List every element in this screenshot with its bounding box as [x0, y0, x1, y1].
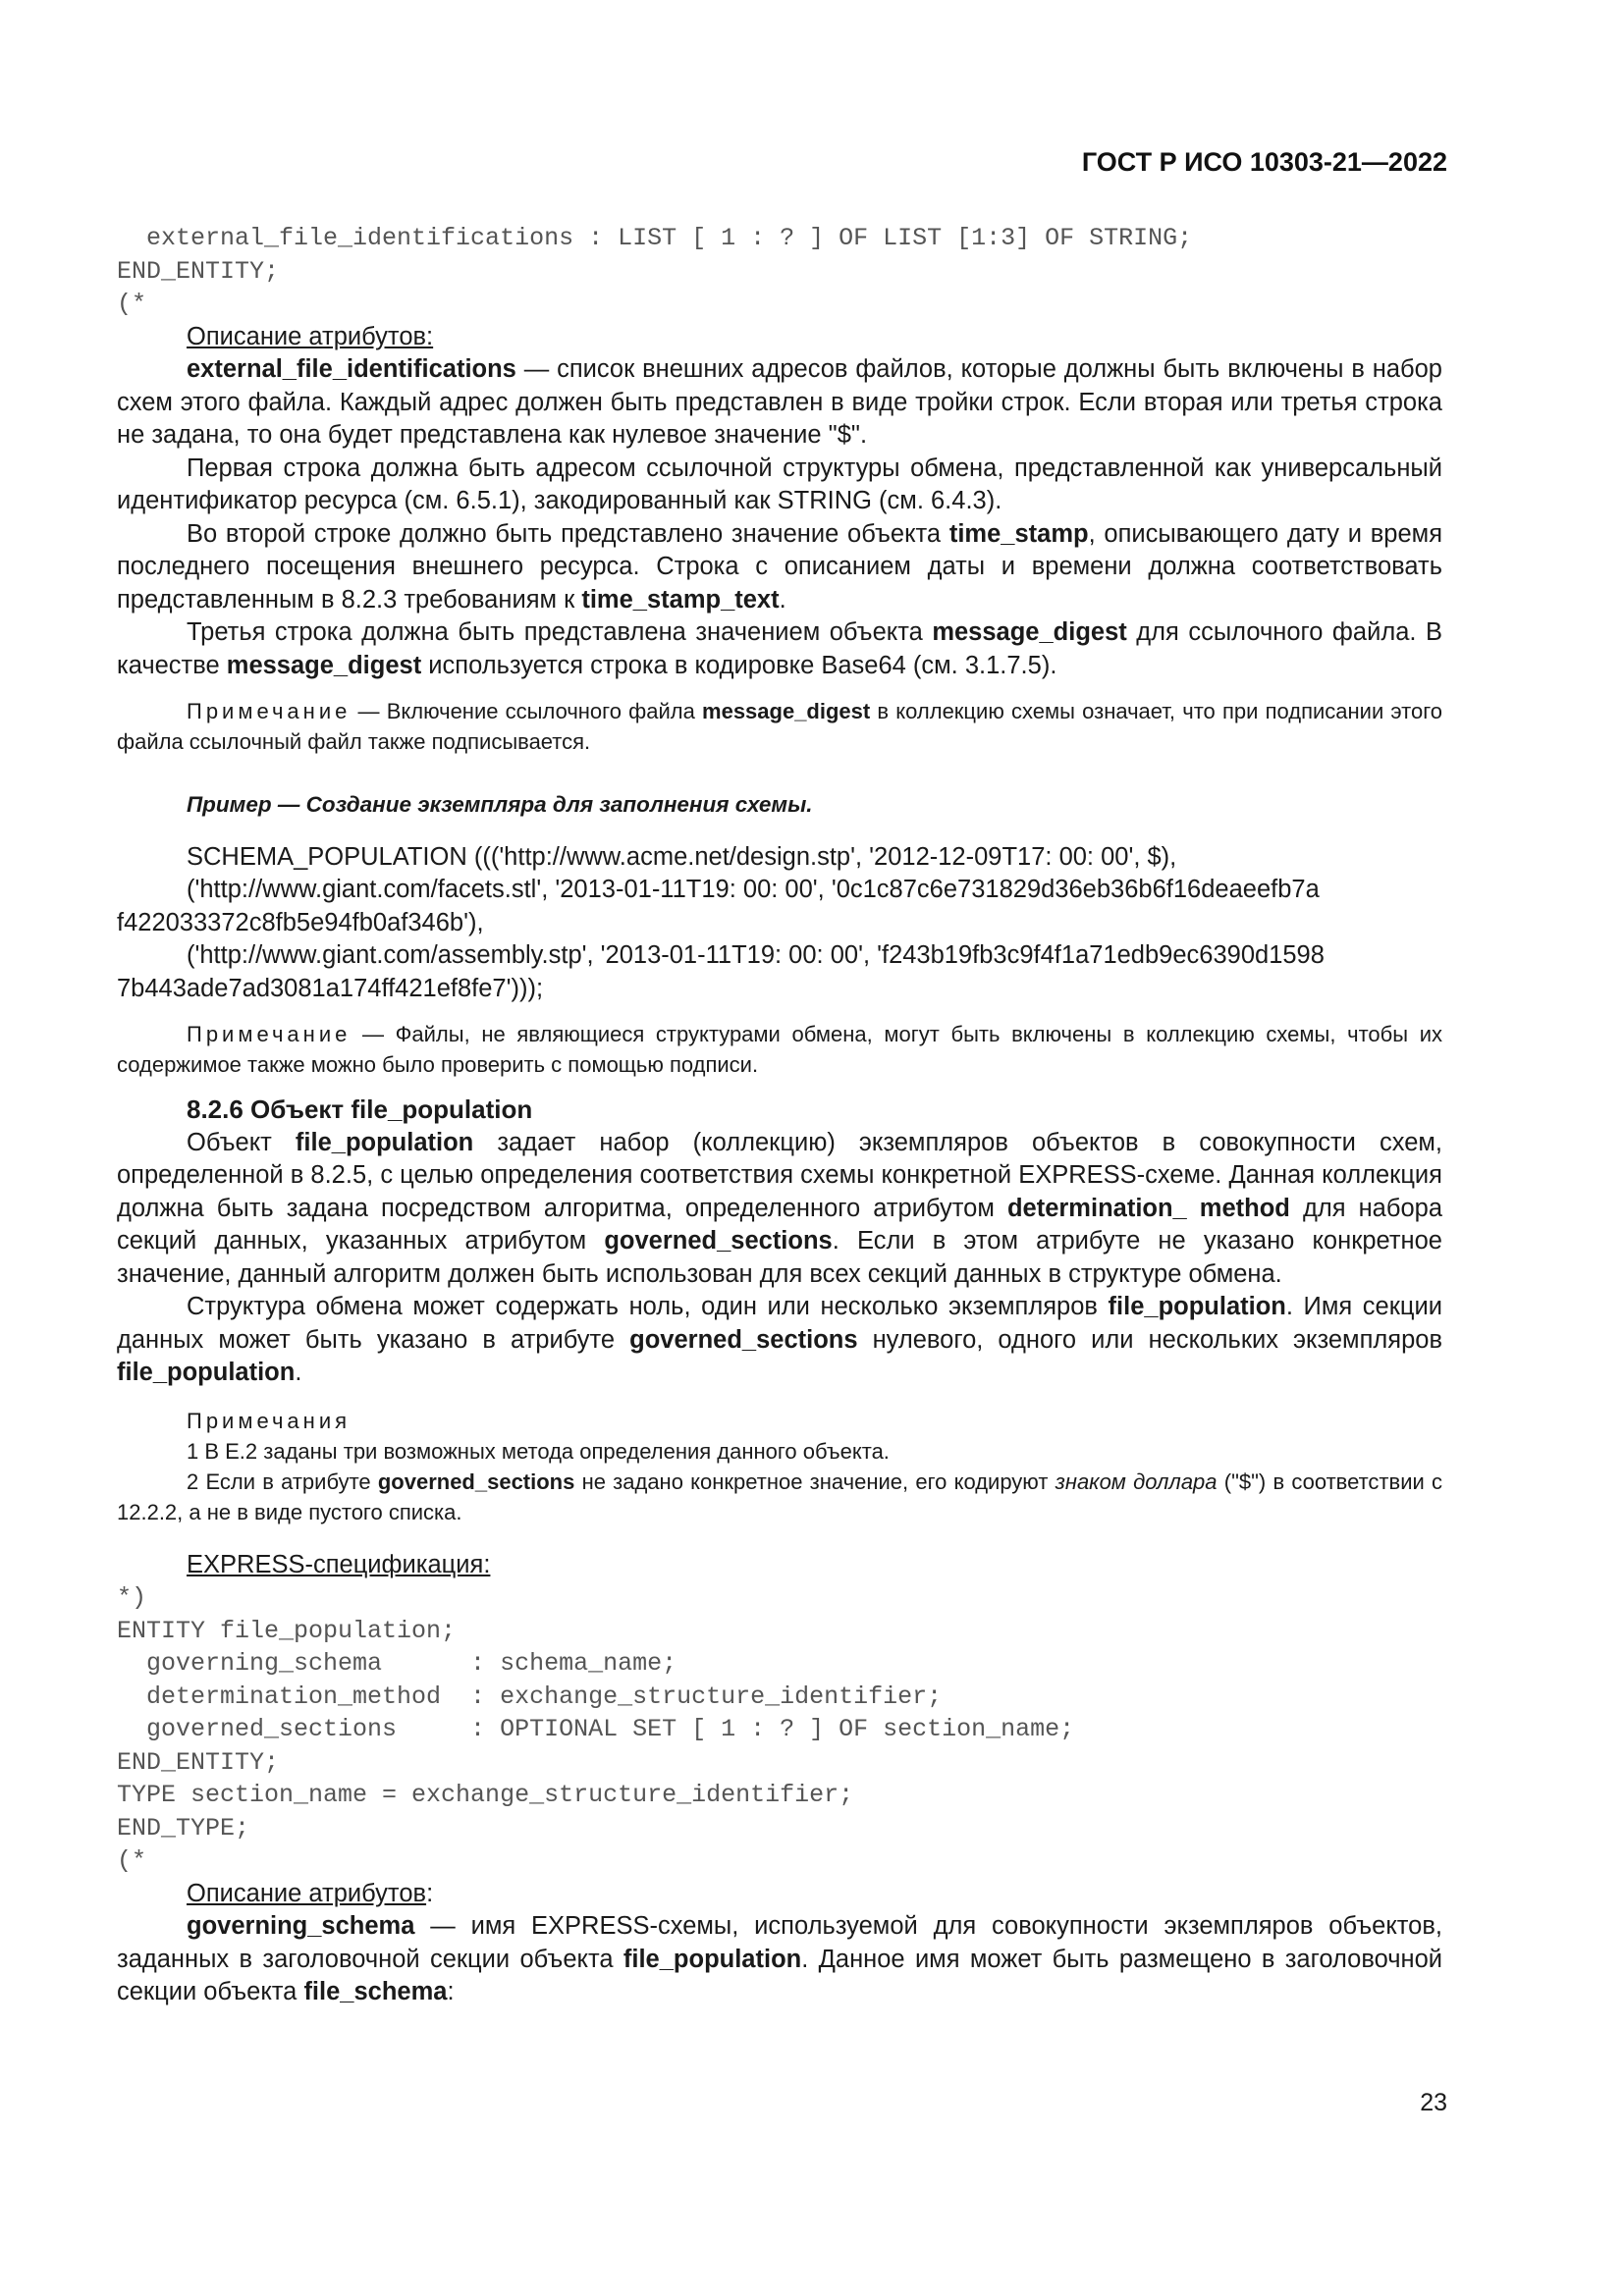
code-block-1	[117, 222, 1442, 321]
code-line: END_ENTITY;	[117, 1747, 280, 1777]
paragraph: external_file_identifications — список внешних адресов файлов, которые должны быть включены в набор схем этого файла. Каждый адрес должен быть представлен в виде тройки строк. Если вторая или третья строка не задана, то она будет представлена как нулевое значение "$".	[117, 355, 1442, 449]
attributes-heading: Описание атрибутов:	[187, 322, 434, 350]
code-line: external_file_identifications : LIST [ 1 : ? ] OF LIST [1:3] OF STRING;	[117, 224, 1193, 252]
paragraph: Третья строка должна быть представлена значением объекта message_digest для ссылочного файла. В качестве message_digest используется строка в кодировке Base64 (см. 3.1.7.5).	[117, 618, 1442, 679]
paragraph: Объект file_population задает набор (коллекцию) экземпляров объектов в совокупности схем, определенной в 8.2.5, с целью определения соответствия схемы конкретной EXPRESS-схеме. Данная коллекция должна быть задана посредством алгоритма, определенного атрибутом determination_ method для набора секций данных, указанных атрибутом governed_sections. Если в этом атрибуте не указано конкретное значение, данный алгоритм должен быть использован для всех секций данных в структуре обмена.	[117, 1128, 1443, 1288]
paragraph: Структура обмена может содержать ноль, один или несколько экземпляров file_population. Имя секции данных может быть указано в атрибуте governed_sections нулевого, одного или нескольких экземпляров file_population.	[117, 1293, 1442, 1386]
section-heading: 8.2.6 Объект file_population	[187, 1095, 533, 1124]
code-line: governing_schema : schema_name;	[117, 1649, 677, 1678]
document-header: ГОСТ Р ИСО 10303-21—2022	[1081, 147, 1447, 177]
note: Примечание — Включение ссылочного файла message_digest в коллекцию схемы означает, что при подписании этого файла ссылочный файл также подписывается.	[117, 699, 1442, 754]
paragraph: governing_schema — имя EXPRESS-схемы, используемой для совокупности экземпляров объектов, заданных в заголовочной секции объекта file_population. Данное имя может быть размещено в заголовочной секции объекта file_schema:	[117, 1912, 1442, 2005]
example-line: ('http://www.giant.com/facets.stl', '2013-01-11T19: 00: 00', '0c1c87c6e731829d36eb36b6f16deaeefb7a f422033372c8fb5e94fb0af346b'),	[117, 876, 1320, 936]
notes-label: Примечания	[187, 1408, 352, 1433]
note-item: 1 В Е.2 заданы три возможных метода определения данного объекта.	[187, 1438, 890, 1464]
paragraph: Во второй строке должно быть представлено значение объекта time_stamp, описывающего дату и время последнего посещения внешнего ресурса. Строка с описанием даты и времени должна соответствовать представленным в 8.2.3 требованиям к time_stamp_text.	[117, 519, 1443, 614]
code-line: TYPE section_name = exchange_structure_identifier;	[117, 1781, 854, 1809]
attributes-heading: Описание атрибутов:	[187, 1879, 434, 1907]
code-line: (*	[117, 1846, 147, 1875]
page-number: 23	[1420, 2089, 1447, 2116]
example-title: Пример — Создание экземпляра для заполнения схемы.	[187, 792, 813, 817]
express-heading: EXPRESS-спецификация:	[187, 1550, 491, 1578]
example-line: ('http://www.giant.com/assembly.stp', '2013-01-11T19: 00: 00', 'f243b19fb3c9f4f1a71edb9ec6390d1598 7b443ade7ad3081a174ff421ef8fe7')));	[117, 941, 1325, 1002]
code-line: END_TYPE;	[117, 1813, 250, 1842]
example-code	[117, 841, 1442, 1006]
code-line: *)	[117, 1583, 147, 1612]
paragraph: Первая строка должна быть адресом ссылочной структуры обмена, представленной как универсальный идентификатор ресурса (см. 6.5.1), закодированный как STRING (см. 6.4.3).	[117, 454, 1442, 514]
code-line: ENTITY file_population;	[117, 1616, 457, 1645]
note-item: 2 Если в атрибуте governed_sections не задано конкретное значение, его кодируют знаком доллара ("$") в соответствии с 12.2.2, а не в виде пустого списка.	[117, 1468, 1442, 1524]
code-block-2	[117, 1581, 1442, 1878]
code-line: (*	[117, 290, 147, 318]
note: Примечание — Файлы, не являющиеся структурами обмена, могут быть включены в коллекцию схемы, чтобы их содержимое также можно было проверить с помощью подписи.	[117, 1022, 1442, 1077]
code-line: governed_sections : OPTIONAL SET [ 1 : ? ] OF section_name;	[117, 1715, 1075, 1743]
code-line: determination_method : exchange_structure_identifier;	[117, 1682, 943, 1711]
code-line: END_ENTITY;	[117, 256, 280, 286]
page-content	[117, 222, 1442, 2009]
example-line: SCHEMA_POPULATION ((('http://www.acme.net/design.stp', '2012-12-09T17: 00: 00', $),	[187, 842, 1177, 871]
